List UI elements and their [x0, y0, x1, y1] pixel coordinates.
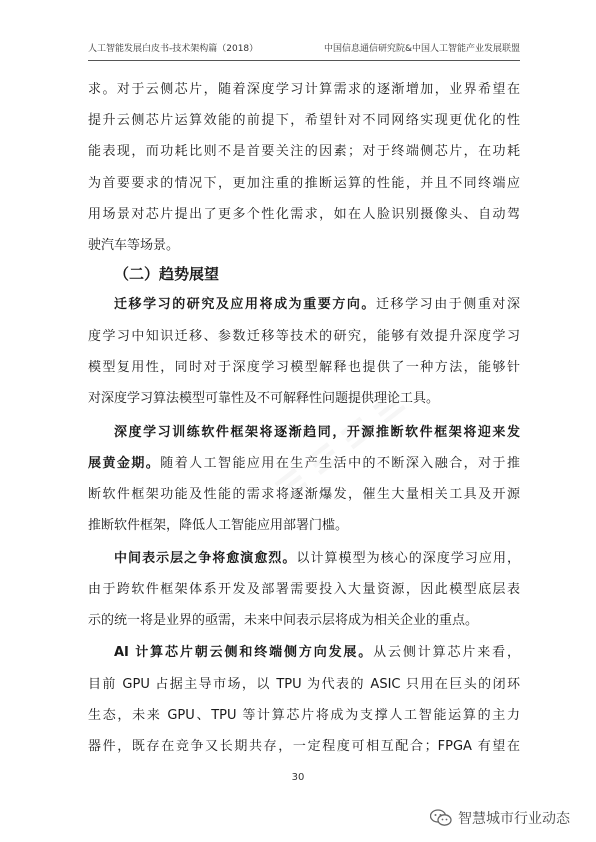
body-line: 对深度学习算法模型可靠性及不可解释性问题提供理论工具。 [88, 391, 440, 406]
paragraph-text: 以计算模型为核心的深度学习应用， [296, 551, 520, 566]
header-left-title: 人工智能发展白皮书-技术架构篇（2018） [88, 44, 259, 54]
paragraph-text: 从云侧计算芯片来看， [373, 645, 520, 660]
body-line: 提升云侧芯片运算效能的前提下，希望针对不同网络实现更优化的性 [88, 113, 520, 128]
body-line: 生态，未来 GPU、TPU 等计算芯片将成为支撑人工智能运算的主力 [88, 708, 520, 723]
page-number: 30 [291, 772, 305, 783]
paragraph-text: 随着人工智能应用在生产生活中的不断深入融合，对于推 [160, 456, 520, 471]
body-line: 目前 GPU 占据主导市场，以 TPU 为代表的 ASIC 只用在巨头的闭环 [88, 677, 520, 692]
body-line: 求。对于云侧芯片，随着深度学习计算需求的逐渐增加，业界希望在 [88, 82, 520, 97]
paragraph-first-line [114, 551, 520, 567]
body-line: 为首要要求的情况下，更加注重的推断运算的性能，并且不同终端应 [88, 176, 520, 191]
body-line: 由于跨软件框架体系开发及部署需要投入大量资源，因此模型底层表 [88, 582, 520, 597]
paragraph-lead: AI 计算芯片朝云侧和终端侧方向发展。 [114, 645, 374, 660]
running-header [88, 40, 520, 61]
paragraph-lead-cont: 展黄金期。 [88, 456, 161, 471]
header-right-title: 中国信息通信研究院&中国人工智能产业发展联盟 [323, 44, 520, 54]
paragraph-lead: 深度学习训练软件框架将逐渐趋同，开源推断软件框架将迎来发 [114, 425, 520, 440]
body-line: 断软件框架功能及性能的需求将逐渐爆发，催生大量相关工具及开源 [88, 487, 520, 502]
paragraph-first-line [114, 297, 520, 313]
body-line: 示的统一将是业界的亟需，未来中间表示层将成为相关企业的重点。 [88, 613, 479, 628]
wechat-icon [430, 809, 452, 827]
paragraph-first-line [114, 645, 520, 661]
body-line: 推断软件框架，降低人工智能应用部署门槛。 [88, 518, 349, 533]
wechat-account-badge [430, 808, 570, 828]
body-line: 用场景对芯片提出了更多个性化需求，如在人脸识别摄像头、自动驾 [88, 207, 520, 222]
section-title: （二）趋势展望 [114, 265, 220, 283]
body-line: 驶汽车等场景。 [88, 238, 180, 253]
body-line: 能表现，而功耗比则不是首要关注的因素；对于终端侧芯片，在功耗 [88, 144, 520, 159]
paragraph-lead: 迁移学习的研究及应用将成为重要方向。 [114, 297, 376, 312]
wechat-account-name: 智慧城市行业动态 [458, 811, 570, 827]
body-line: 模型复用性，同时对于深度学习模型解释也提供了一种方法，能够针 [88, 360, 520, 375]
paragraph-text: 迁移学习由于侧重对深 [375, 297, 520, 312]
paragraph-lead: 中间表示层之争将愈演愈烈。 [114, 551, 297, 566]
body-line: 器件，既存在竞争又长期共存，一定程度可相互配合；FPGA 有望在 [88, 739, 520, 754]
body-line: 度学习中知识迁移、参数迁移等技术的研究，能够有效提升深度学习 [88, 329, 520, 344]
